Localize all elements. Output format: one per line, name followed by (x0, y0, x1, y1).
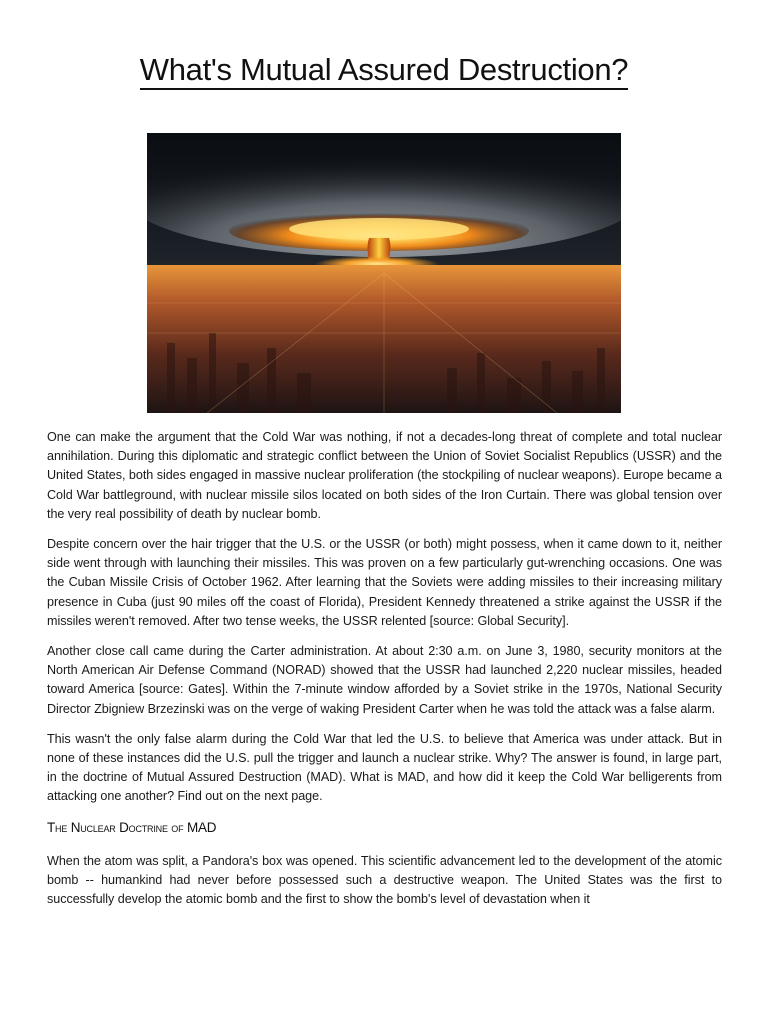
paragraph: When the atom was split, a Pandora's box was opened. This scientific advancement led to the development of the atomic bomb -- humankind had never before possessed such a destructive weapon. The United States was the first to successfully develop the atomic bomb and the first to show the bomb's level of devastation when it (47, 853, 722, 907)
page-title (0, 50, 768, 90)
paragraph: Despite concern over the hair trigger that the U.S. or the USSR (or both) might possess, when it came down to it, neither side went through with launching their missiles. This was proven on a few particularly gut-wrenching occasions. One was the Cuban Missile Crisis of October 1962. After learning that the Soviets were adding missiles to their increasing military presence in Cuba (just 90 miles off the coast of Florida), President Kennedy threatened a strike against the USSR if the missiles weren't removed. After two tense weeks, the USSR relented [source: Global Security]. (47, 537, 722, 628)
paragraph: Another close call came during the Carter administration. At about 2:30 a.m. on June 3, 1980, security monitors at the North American Air Defense Command (NORAD) showed that the USSR had launched 2,220 nuclear missiles, headed toward America [source: Gates]. Within the 7-minute window afforded by a Soviet strike in the 1970s, National Security Director Zbigniew Brzezinski was on the verge of waking President Carter when he was told the attack was a false alarm. (47, 644, 722, 716)
paragraph: This wasn't the only false alarm during the Cold War that led the U.S. to believe that America was under attack. But in none of these instances did the U.S. pull the trigger and launch a nuclear strike. Why? The answer is found, in large part, in the doctrine of Mutual Assured Destruction (MAD). What is MAD, and how did it keep the Cold War belligerents from attacking one another? Find out on the next page. (47, 731, 722, 804)
mushroom-cloud-illustration (147, 133, 621, 413)
paragraph: One can make the argument that the Cold War was nothing, if not a decades-long threat of complete and total nuclear annihilation. During this diplomatic and strategic conflict between the Union of Soviet Socialist Republics (USSR) and the United States, both sides engaged in massive nuclear proliferation (the stockpiling of nuclear weapons). Europe became a Cold War battleground, with nuclear missile silos located on both sides of the Iron Curtain. There was global tension over the very real possibility of death by nuclear bomb. (47, 430, 722, 521)
section-heading: The Nuclear Doctrine of MAD (47, 819, 217, 835)
mushroom-cloud-image (147, 133, 621, 413)
page-title-text: What's Mutual Assured Destruction? (140, 52, 629, 90)
article-body (47, 428, 722, 920)
